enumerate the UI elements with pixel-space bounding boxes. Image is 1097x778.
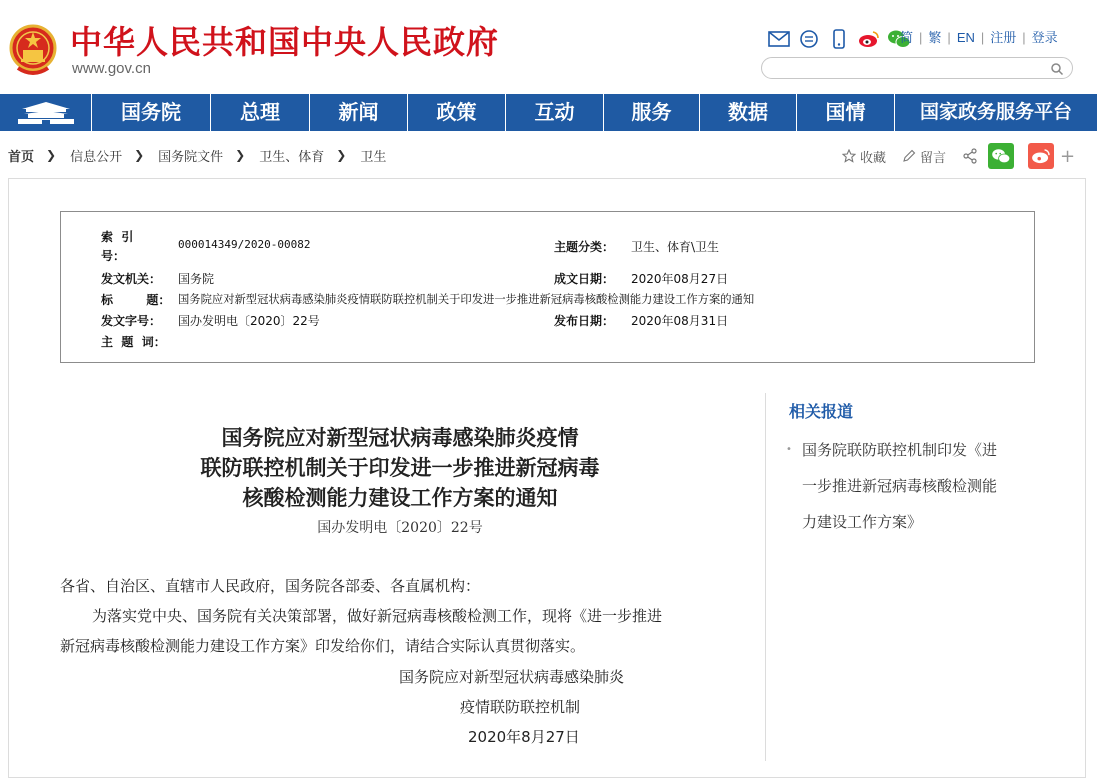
traditional-link[interactable]: 繁 (928, 30, 942, 45)
more-share-icon[interactable]: + (1060, 145, 1076, 167)
search-box (761, 57, 1073, 79)
signature-organization: 国务院应对新型冠状病毒感染肺炎 (399, 668, 625, 686)
body-paragraph-line: 新冠病毒核酸检测能力建设工作方案》印发给你们，请结合实际认真贯彻落实。 (60, 637, 586, 655)
published-date-label: 发布日期： (554, 314, 615, 328)
english-link[interactable]: EN (956, 30, 975, 45)
breadcrumb-health[interactable]: 卫生 (360, 149, 387, 165)
related-report-line: 一步推进新冠病毒核酸检测能 (802, 477, 998, 495)
category-label: 主题分类： (554, 240, 615, 254)
created-date-label: 成文日期： (554, 272, 615, 286)
tiananmen-logo-icon[interactable] (0, 94, 91, 131)
chevron-right-icon: ❯ (46, 148, 57, 162)
share-wechat-icon[interactable] (988, 143, 1014, 169)
chevron-right-icon: ❯ (336, 148, 347, 162)
breadcrumb-home[interactable]: 首页 (8, 149, 35, 165)
favorite-label: 收藏 (860, 150, 887, 166)
language-account-links (900, 28, 1058, 48)
breadcrumb-info-disclosure[interactable]: 信息公开 (70, 149, 123, 165)
nav-item-national-info[interactable]: 国情 (796, 94, 894, 131)
issuer-value: 国务院 (178, 272, 215, 286)
document-metadata-table (60, 211, 1035, 363)
login-link[interactable]: 登录 (1031, 30, 1058, 45)
share-icon[interactable] (962, 148, 978, 164)
nav-item-data[interactable]: 数据 (699, 94, 796, 131)
nav-item-state-council[interactable]: 国务院 (91, 94, 210, 131)
chevron-right-icon: ❯ (134, 148, 145, 162)
document-title-line: 国务院应对新型冠状病毒感染肺炎疫情 (221, 425, 579, 450)
site-title[interactable]: 中华人民共和国中央人民政府 (70, 23, 500, 61)
nav-item-services[interactable]: 服务 (603, 94, 699, 131)
doc-number-label: 发文字号： (101, 314, 162, 328)
list-item (786, 432, 1046, 540)
separator: | (980, 30, 985, 45)
page-tools (842, 143, 1075, 169)
simplified-link[interactable]: 简 (900, 30, 914, 45)
related-report-line: 国务院联防联控机制印发《进 (802, 441, 998, 459)
social-icons (767, 28, 914, 50)
site-domain[interactable]: www.gov.cn (72, 60, 151, 77)
chat-icon[interactable] (797, 29, 821, 49)
related-reports-heading: 相关报道 (789, 402, 854, 421)
index-number-label: 索 引 号： (101, 230, 142, 263)
weibo-icon[interactable] (857, 29, 881, 49)
document-title-line: 联防联控机制关于印发进一步推进新冠病毒 (200, 455, 600, 480)
body-paragraph-line: 为落实党中央、国务院有关决策部署，做好新冠病毒核酸检测工作，现将《进一步推进 (92, 607, 663, 625)
nav-item-policy[interactable]: 政策 (407, 94, 505, 131)
issuer-label: 发文机关： (101, 272, 162, 286)
created-date-value: 2020年08月27日 (631, 272, 729, 286)
document-number: 国办发明电〔2020〕22号 (317, 520, 483, 536)
signature-date: 2020年8月27日 (468, 728, 580, 746)
nav-item-premier[interactable]: 总理 (210, 94, 309, 131)
search-icon[interactable] (1050, 61, 1066, 77)
index-number-value: 000014349/2020-00082 (178, 238, 311, 251)
nav-item-news[interactable]: 新闻 (309, 94, 407, 131)
breadcrumb (8, 145, 386, 165)
title-label: 标 题： (101, 293, 171, 307)
related-report-link[interactable] (802, 432, 1034, 540)
title-value: 国务院应对新型冠状病毒感染肺炎疫情联防联控机制关于印发进一步推进新冠病毒核酸检测能力建设工作方案的通知 (178, 293, 755, 306)
star-icon (842, 149, 856, 163)
national-emblem-icon[interactable] (8, 22, 58, 78)
search-input[interactable] (772, 60, 1046, 78)
doc-number-value: 国办发明电〔2020〕22号 (178, 314, 320, 328)
bullet-icon: • (786, 444, 792, 455)
published-date-value: 2020年08月31日 (631, 314, 729, 328)
separator: | (919, 30, 923, 45)
separator: | (947, 30, 951, 45)
mail-icon[interactable] (767, 29, 791, 49)
breadcrumb-health-sports[interactable]: 卫生、体育 (259, 149, 325, 165)
nav-item-interaction[interactable]: 互动 (505, 94, 603, 131)
register-link[interactable]: 注册 (990, 30, 1017, 45)
favorite-button[interactable] (842, 147, 886, 166)
site-header (0, 0, 1097, 94)
comment-label: 留言 (920, 150, 947, 166)
document-title-line: 核酸检测能力建设工作方案的通知 (242, 485, 558, 510)
document-title (130, 423, 670, 513)
separator: | (1022, 30, 1026, 45)
salutation: 各省、自治区、直辖市人民政府，国务院各部委、各直属机构： (60, 577, 481, 595)
related-report-line: 力建设工作方案》 (802, 513, 923, 531)
comment-button[interactable] (902, 147, 946, 166)
related-reports-list (786, 432, 1046, 540)
breadcrumb-council-documents[interactable]: 国务院文件 (158, 149, 224, 165)
keywords-label: 主 题 词： (101, 335, 166, 349)
main-nav (0, 94, 1097, 131)
pencil-icon (902, 149, 916, 163)
sidebar-divider (765, 393, 766, 761)
nav-item-gov-service-platform[interactable]: 国家政务服务平台 (894, 94, 1097, 131)
chevron-right-icon: ❯ (235, 148, 246, 162)
mobile-icon[interactable] (827, 29, 851, 49)
category-value: 卫生、体育\卫生 (631, 240, 720, 254)
signature-organization-cont: 疫情联防联控机制 (460, 698, 581, 716)
share-weibo-icon[interactable] (1028, 143, 1054, 169)
